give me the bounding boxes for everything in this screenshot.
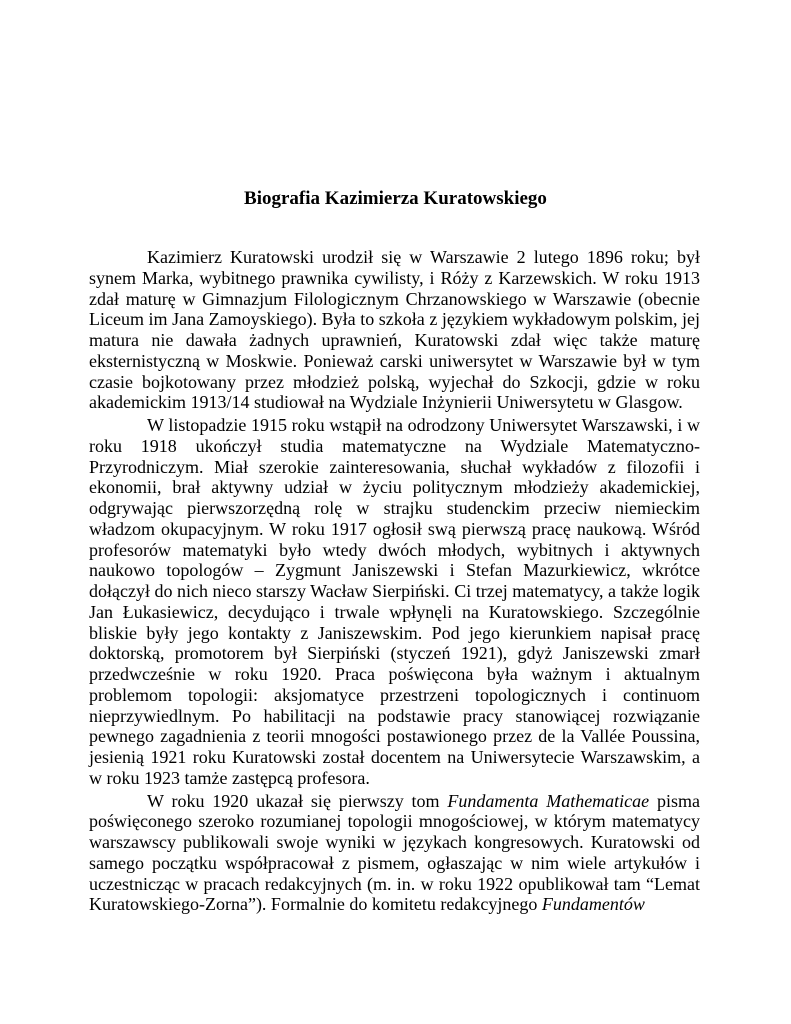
paragraph xyxy=(89,791,700,916)
paragraph-text: Kazimierz Kuratowski urodził się w Warszawie 2 lutego 1896 roku; był synem Marka, wybitnego prawnika cywilisty, i Róży z Karzewskich. W roku 1913 zdał maturę w Gimnazjum Filologicznym Chrzanowskiego w Warszawie (obecnie Liceum im Jana Zamoyskiego). Była to szkoła z językiem wykładowym polskim, jej matura nie dawała żadnych uprawnień, Kuratowski zdał więc także maturę eksternistyczną w Moskwie. Ponieważ carski uniwersytet w Warszawie był w tym czasie bojkotowany przez młodzież polską, wyjechał do Szkocji, gdzie w roku akademickim 1913/14 studiował na Wydziale Inżynierii Uniwersytetu w Glasgow. xyxy=(89,247,700,413)
document-body xyxy=(89,247,700,915)
document-title: Biografia Kazimierza Kuratowskiego xyxy=(244,188,547,209)
journal-title: Fundamenta Mathematicae xyxy=(447,790,650,811)
journal-title: Fundamentów xyxy=(541,894,645,915)
paragraph-text: W listopadzie 1915 roku wstąpił na odrodzony Uniwersytet Warszawski, i w roku 1918 ukończył studia matematyczne na Wydziale Matematyczno-Przyrodniczym. Miał szerokie zainteresowania, słuchał wykładów z filozofii i ekonomii, brał aktywny udział w życiu politycznym młodzieży akademickiej, odgrywając pierwszorzędną rolę w strajku studenckim przeciw niemieckim władzom okupacyjnym. W roku 1917 ogłosił swą pierwszą pracę naukową. Wśród profesorów matematyki było wtedy dwóch młodych, wybitnych i aktywnych naukowo topologów – Zygmunt Janiszewski i Stefan Mazurkiewicz, wkrótce dołączył do nich nieco starszy Wacław Sierpiński. Ci trzej matematycy, a także logik Jan Łukasiewicz, decydująco i trwale wpłynęli na Kuratowskiego. Szczególnie bliskie były jego kontakty z Janiszewskim. Pod jego kierunkiem napisał pracę doktorską, promotorem był Sierpiński (styczeń 1921), gdyż Janiszewski zmarł przedwcześnie w roku 1920. Praca poświęcona była ważnym i aktualnym problemom topologii: aksjomatyce przestrzeni topologicznych i continuom nieprzywiedlnym. Po habilitacji na podstawie pracy stanowiącej rozwiązanie pewnego zagadnienia z teorii mnogości postawionego przez de la Vallée Poussina, jesienią 1921 roku Kuratowski został docentem na Uniwersytecie Warszawskim, a w roku 1923 tamże zastępcą profesora. xyxy=(89,415,700,788)
paragraph xyxy=(89,247,700,413)
paragraph-text: W roku 1920 ukazał się pierwszy tom xyxy=(147,790,448,811)
paragraph-text: pisma poświęconego szeroko rozumianej topologii mnogościowej, w którym matematycy warszawscy publikowali swoje wyniki w językach kongresowych. Kuratowski od samego początku współpracował z pismem, ogłaszając w nim wiele artykułów i uczestnicząc w pracach redakcyjnych (m. in. w roku 1922 opublikował tam “Lemat Kuratowskiego-Zorna”). Formalnie do komitetu redakcyjnego xyxy=(89,790,700,915)
paragraph xyxy=(89,415,700,789)
